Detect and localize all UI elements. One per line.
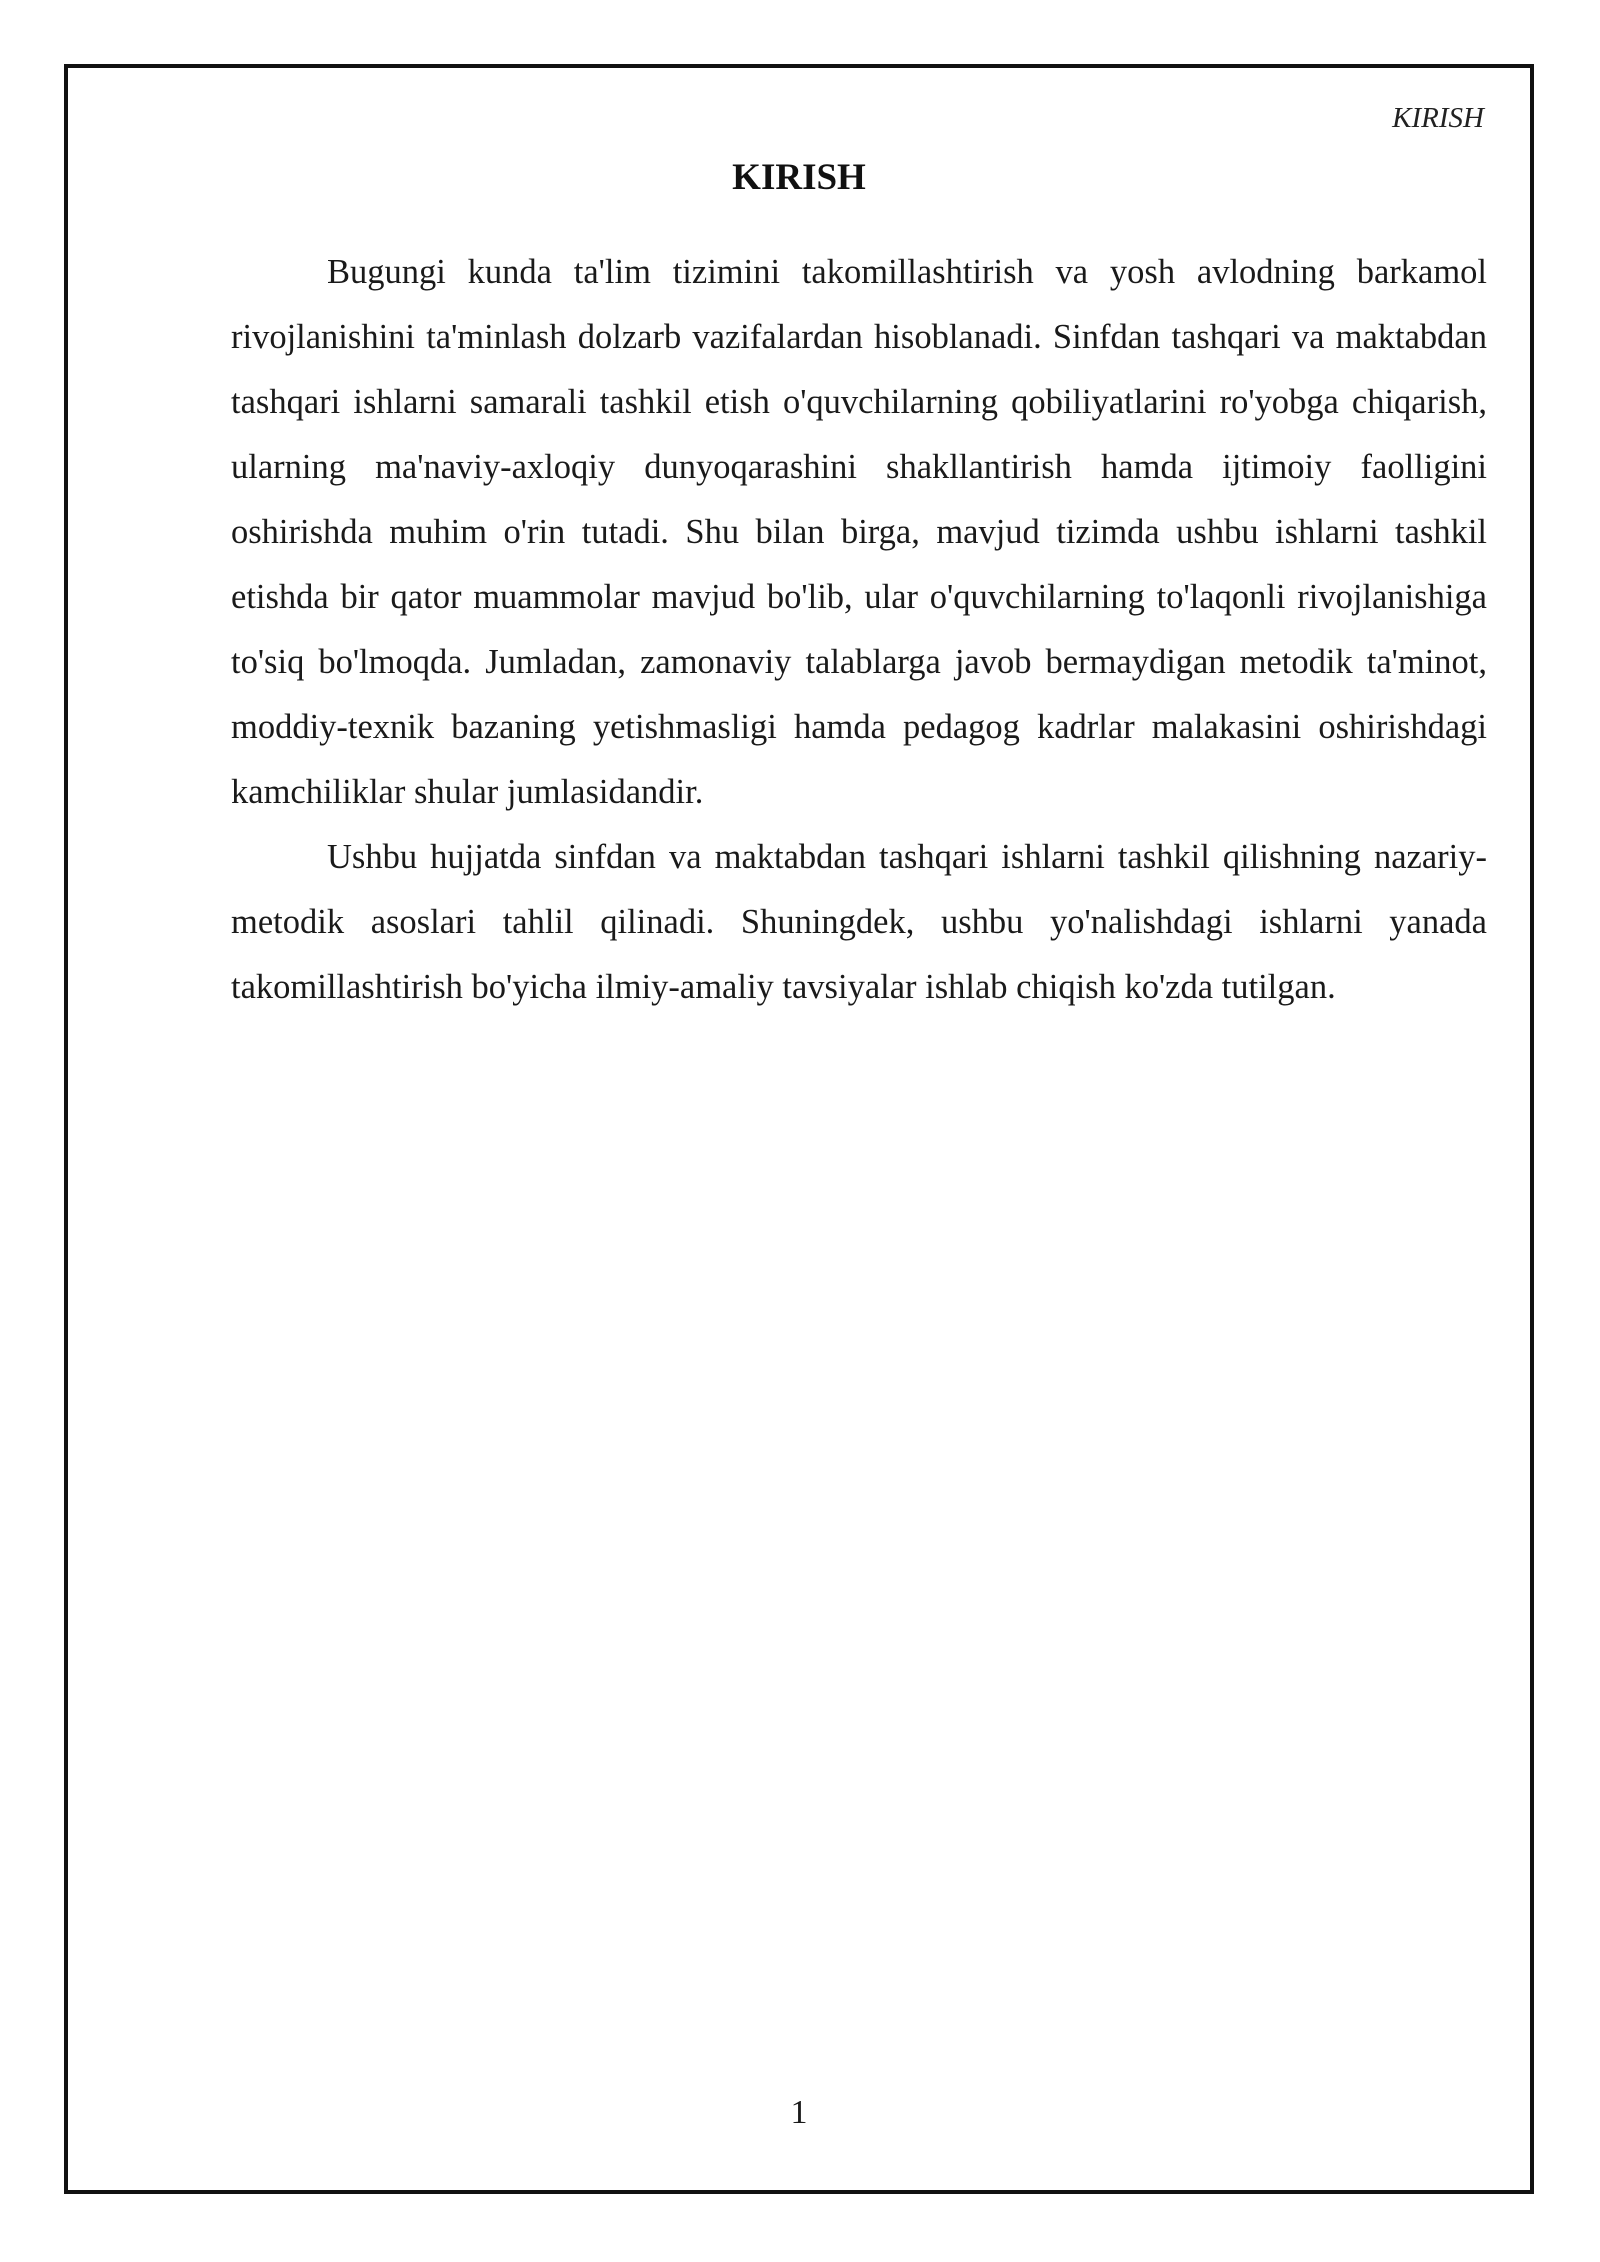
body-text [231,240,1487,1020]
paragraph-2: Ushbu hujjatda sinfdan va maktabdan tashqari ishlarni tashkil qilishning nazariy-metodik asoslari tahlil qilinadi. Shuningdek, ushbu yo'nalishdagi ishlarni yanada takomillashtirish bo'yicha ilmiy-amaliy tavsiyalar ishlab chiqish ko'zda tutilgan. [231,838,1487,1006]
running-header: KIRISH [1392,102,1484,134]
paragraph-1: Bugungi kunda ta'lim tizimini takomillashtirish va yosh avlodning barkamol rivojlanishini ta'minlash dolzarb vazifalardan hisoblanadi. Sinfdan tashqari va maktabdan tashqari ishlarni samarali tashkil etish o'quvchilarning qobiliyatlarini ro'yobga chiqarish, ularning ma'naviy-axloqiy dunyoqarashini shakllantirish hamda ijtimoiy faolligini oshirishda muhim o'rin tutadi. Shu bilan birga, mavjud tizimda ushbu ishlarni tashkil etishda bir qator muammolar mavjud bo'lib, ular o'quvchilarning to'laqonli rivojlanishiga to'siq bo'lmoqda. Jumladan, zamonaviy talablarga javob bermaydigan metodik ta'minot, moddiy-texnik bazaning yetishmasligi hamda pedagog kadrlar malakasini oshirishdagi kamchiliklar shular jumlasidandir. [231,253,1487,811]
page-frame [64,64,1534,2194]
page-number: 1 [790,2094,808,2131]
document-title: KIRISH [732,157,866,198]
